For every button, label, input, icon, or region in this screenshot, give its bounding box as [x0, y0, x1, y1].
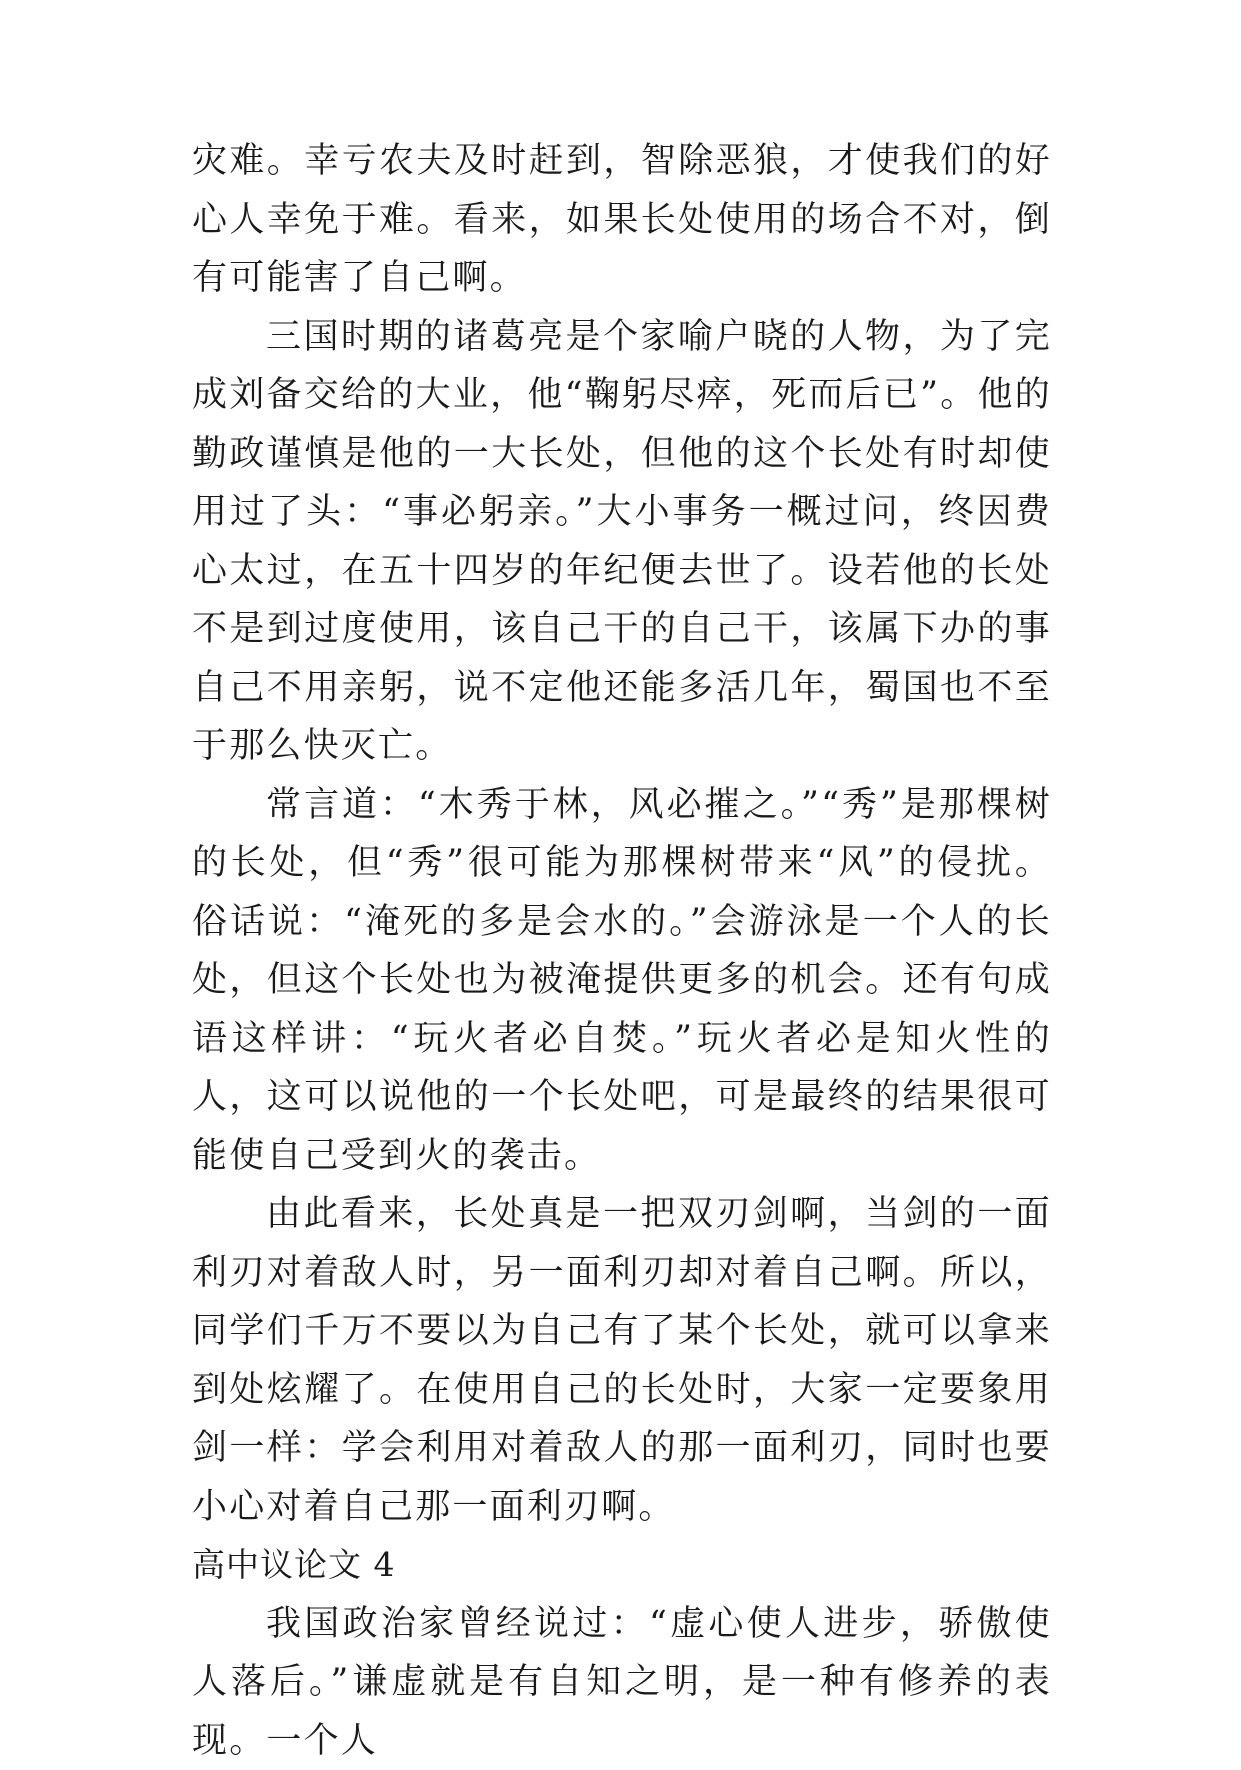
- paragraph-proverbs: 常言道：“木秀于林，风必摧之。”“秀”是那棵树的长处，但“秀”很可能为那棵树带来“风”的侵扰。俗话说：“淹死的多是会水的。”会游泳是一个人的长处，但这个长处也为被淹提供更多的机会。还有句成语这样讲：“玩火者必自焚。”玩火者必是知火性的人，这可以说他的一个长处吧，可是最终的结果很可能使自己受到火的袭击。: [192, 776, 1052, 1186]
- paragraph-modesty: 我国政治家曾经说过：“虚心使人进步，骄傲使人落后。”谦虚就是有自知之明，是一种有修养的表现。一个人: [192, 1595, 1052, 1770]
- paragraph-continuation: 灾难。幸亏农夫及时赶到，智除恶狼，才使我们的好心人幸免于难。看来，如果长处使用的场合不对，倒有可能害了自己啊。: [192, 132, 1052, 308]
- paragraph-zhuge-liang: 三国时期的诸葛亮是个家喻户晓的人物，为了完成刘备交给的大业，他“鞠躬尽瘁，死而后已”。他的勤政谨慎是他的一大长处，但他的这个长处有时却使用过了头：“事必躬亲。”大小事务一概过问，终因费心太过，在五十四岁的年纪便去世了。设若他的长处不是到过度使用，该自己干的自己干，该属下办的事自己不用亲躬，说不定他还能多活几年，蜀国也不至于那么快灭亡。: [192, 308, 1052, 776]
- essay-heading: 高中议论文 4: [192, 1536, 1052, 1595]
- paragraph-conclusion: 由此看来，长处真是一把双刃剑啊，当剑的一面利刃对着敌人时，另一面利刃却对着自己啊。所以，同学们千万不要以为自己有了某个长处，就可以拿来到处炫耀了。在使用自己的长处时，大家一定要象用剑一样：学会利用对着敌人的那一面利刃，同时也要小心对着自己那一面利刃啊。: [192, 1185, 1052, 1536]
- document-body: [192, 132, 1052, 1770]
